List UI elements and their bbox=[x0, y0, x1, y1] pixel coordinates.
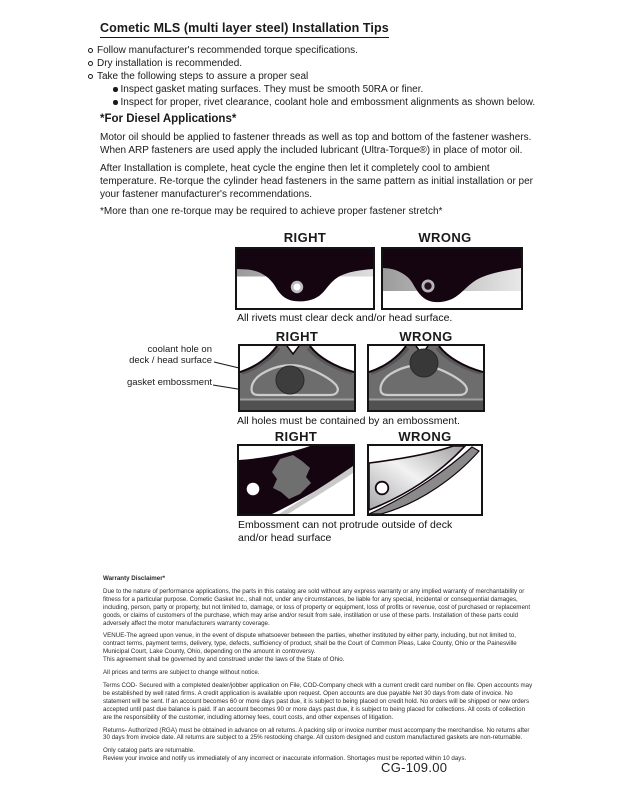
diesel-applications-heading: *For Diesel Applications* bbox=[100, 113, 237, 125]
list-item-text: Take the following steps to assure a proper seal bbox=[97, 71, 309, 82]
rivet-right-illustration bbox=[237, 249, 373, 308]
prices-note: All prices and terms are subject to change without notice. bbox=[103, 669, 260, 677]
sub-list-item bbox=[113, 83, 558, 96]
warranty-paragraph: Due to the nature of performance applications, the parts in this catalog are sold without any express warranty or any implied warranty of merchantability or fitness for a particular purpose. Cometic Gasket Inc., shall not, under any circumstances, be liable for any special, incidental or consequential damages, including, person, party or property, but not limited to, damage, or loss of property or equipment, loss of profits or revenue, cost of purchased or replacement goods, or claims of customers of the purchase, which may arise and/or result from sale, instillation or use of these parts. Installation of these parts could adversely affect the motor manufacturers warranty coverage. bbox=[103, 587, 531, 627]
open-bullet-icon bbox=[88, 61, 93, 66]
catalog-note: Only catalog parts are returnable. Review your invoice and notify us immediately of any incorrect or inaccurate information. Shortages must be reported within 10 days. bbox=[103, 747, 467, 763]
list-item bbox=[88, 70, 558, 83]
open-bullet-icon bbox=[88, 74, 93, 79]
venue-paragraph: VENUE-The agreed upon venue, in the event of dispute whatsoever between the parties, whether instituted by either party, including, but not limited to, contract terms, payment terms, delivery, type, defects, sufficiency of product, shall be the Court of Common Pleas, Lake County, Ohio or the Painesville Municipal Court, Lake County, Ohio, depending on the amount in controversy. This agreement shall be governed by and construed under the laws of the State of Ohio. bbox=[103, 632, 517, 664]
protrusion-wrong-illustration bbox=[369, 446, 481, 514]
bolt-hole bbox=[247, 483, 260, 496]
protrusion-wrong-diagram bbox=[367, 444, 483, 516]
open-bullet-icon bbox=[88, 48, 93, 53]
embossment-right-diagram bbox=[238, 344, 356, 412]
installation-tips-list bbox=[88, 44, 558, 109]
row2-wrong-label: WRONG bbox=[399, 329, 453, 344]
row3-wrong-label: WRONG bbox=[398, 429, 452, 444]
diesel-paragraph-1: Motor oil should be applied to fastener threads as well as top and bottom of the fastener washers. When ARP fasteners are used apply the included lubricant (Ultra-Torque®) in place of motor oil. bbox=[100, 132, 532, 156]
row2-right-label: RIGHT bbox=[275, 329, 319, 344]
coolant-hole bbox=[410, 349, 438, 377]
warranty-disclaimer-heading: Warranty Disclaimer* bbox=[103, 575, 166, 582]
retorque-note: *More than one re-torque may be required to achieve proper fastener stretch* bbox=[100, 206, 443, 217]
returns-paragraph: Returns- Authorized (RGA) must be obtained in advance on all returns. A packing slip or invoice number must accompany the merchandise. No returns after 30 days from invoice date. All returns are subject to a 25% restocking charge. All custom designed and custom manufactured gaskets are non-returnable. bbox=[103, 726, 530, 742]
row3-caption: Embossment can not protrude outside of deck and/or head surface bbox=[238, 519, 453, 544]
sub-list-item-text: Inspect for proper, rivet clearance, coolant hole and embossment alignments as shown below. bbox=[120, 97, 536, 108]
warranty-disclaimer-block bbox=[103, 575, 533, 768]
gasket-embossment-label: gasket embossment bbox=[126, 377, 212, 388]
row1-wrong-label: WRONG bbox=[418, 230, 472, 245]
rivet-right-diagram bbox=[235, 247, 375, 310]
dot-bullet-icon bbox=[113, 100, 118, 105]
embossment-right-illustration bbox=[240, 346, 354, 410]
rivet-wrong-illustration bbox=[383, 249, 521, 308]
list-item-text: Dry installation is recommended. bbox=[97, 58, 243, 69]
coolant-hole-label: coolant hole on deck / head surface bbox=[129, 344, 212, 366]
protrusion-right-diagram bbox=[237, 444, 355, 516]
coolant-hole bbox=[276, 366, 304, 394]
row1-caption: All rivets must clear deck and/or head surface. bbox=[237, 312, 453, 324]
embossment-wrong-illustration bbox=[369, 346, 483, 410]
dot-bullet-icon bbox=[113, 87, 118, 92]
embossment-wrong-diagram bbox=[367, 344, 485, 412]
page-code: CG-109.00 bbox=[381, 760, 448, 775]
diesel-paragraph-2: After Installation is complete, heat cycle the engine then let it completely cool to ambient temperature. Re-torque the cylinder head fasteners in the same pattern as initial installation or per your fastener manufacturer's recommendations. bbox=[100, 163, 534, 200]
list-item bbox=[88, 44, 558, 57]
page-title: Cometic MLS (multi layer steel) Installation Tips bbox=[100, 21, 389, 38]
list-item bbox=[88, 57, 558, 70]
bolt-hole bbox=[376, 482, 389, 495]
sub-list-item-text: Inspect gasket mating surfaces. They must be smooth 50RA or finer. bbox=[120, 84, 424, 95]
rivet-wrong-diagram bbox=[381, 247, 523, 310]
row1-right-label: RIGHT bbox=[283, 230, 327, 245]
list-item-text: Follow manufacturer's recommended torque specifications. bbox=[97, 45, 358, 56]
sub-list-item bbox=[113, 96, 558, 109]
terms-paragraph: Terms COD- Secured with a completed dealer/jobber application on File, COD-Company check with a current credit card number on file. Open accounts may be established by well rated firms. A credit application is available upon request. Open accounts are due payable Net 30 days from date of invoice. No statement will be sent. If an account becomes 60 or more days past due, it is subject to being placed on credit hold. No orders will be shipped or new orders accepted until past due balance is paid. If an account becomes 90 or more days past due, it is subject to being placed for collections. All costs of collection are the responsibility of the customer, including attorney fees, court costs, and other expenses of litigation. bbox=[103, 681, 533, 721]
protrusion-right-illustration bbox=[239, 446, 353, 514]
row2-caption: All holes must be contained by an embossment. bbox=[237, 415, 460, 427]
row3-right-label: RIGHT bbox=[274, 429, 318, 444]
